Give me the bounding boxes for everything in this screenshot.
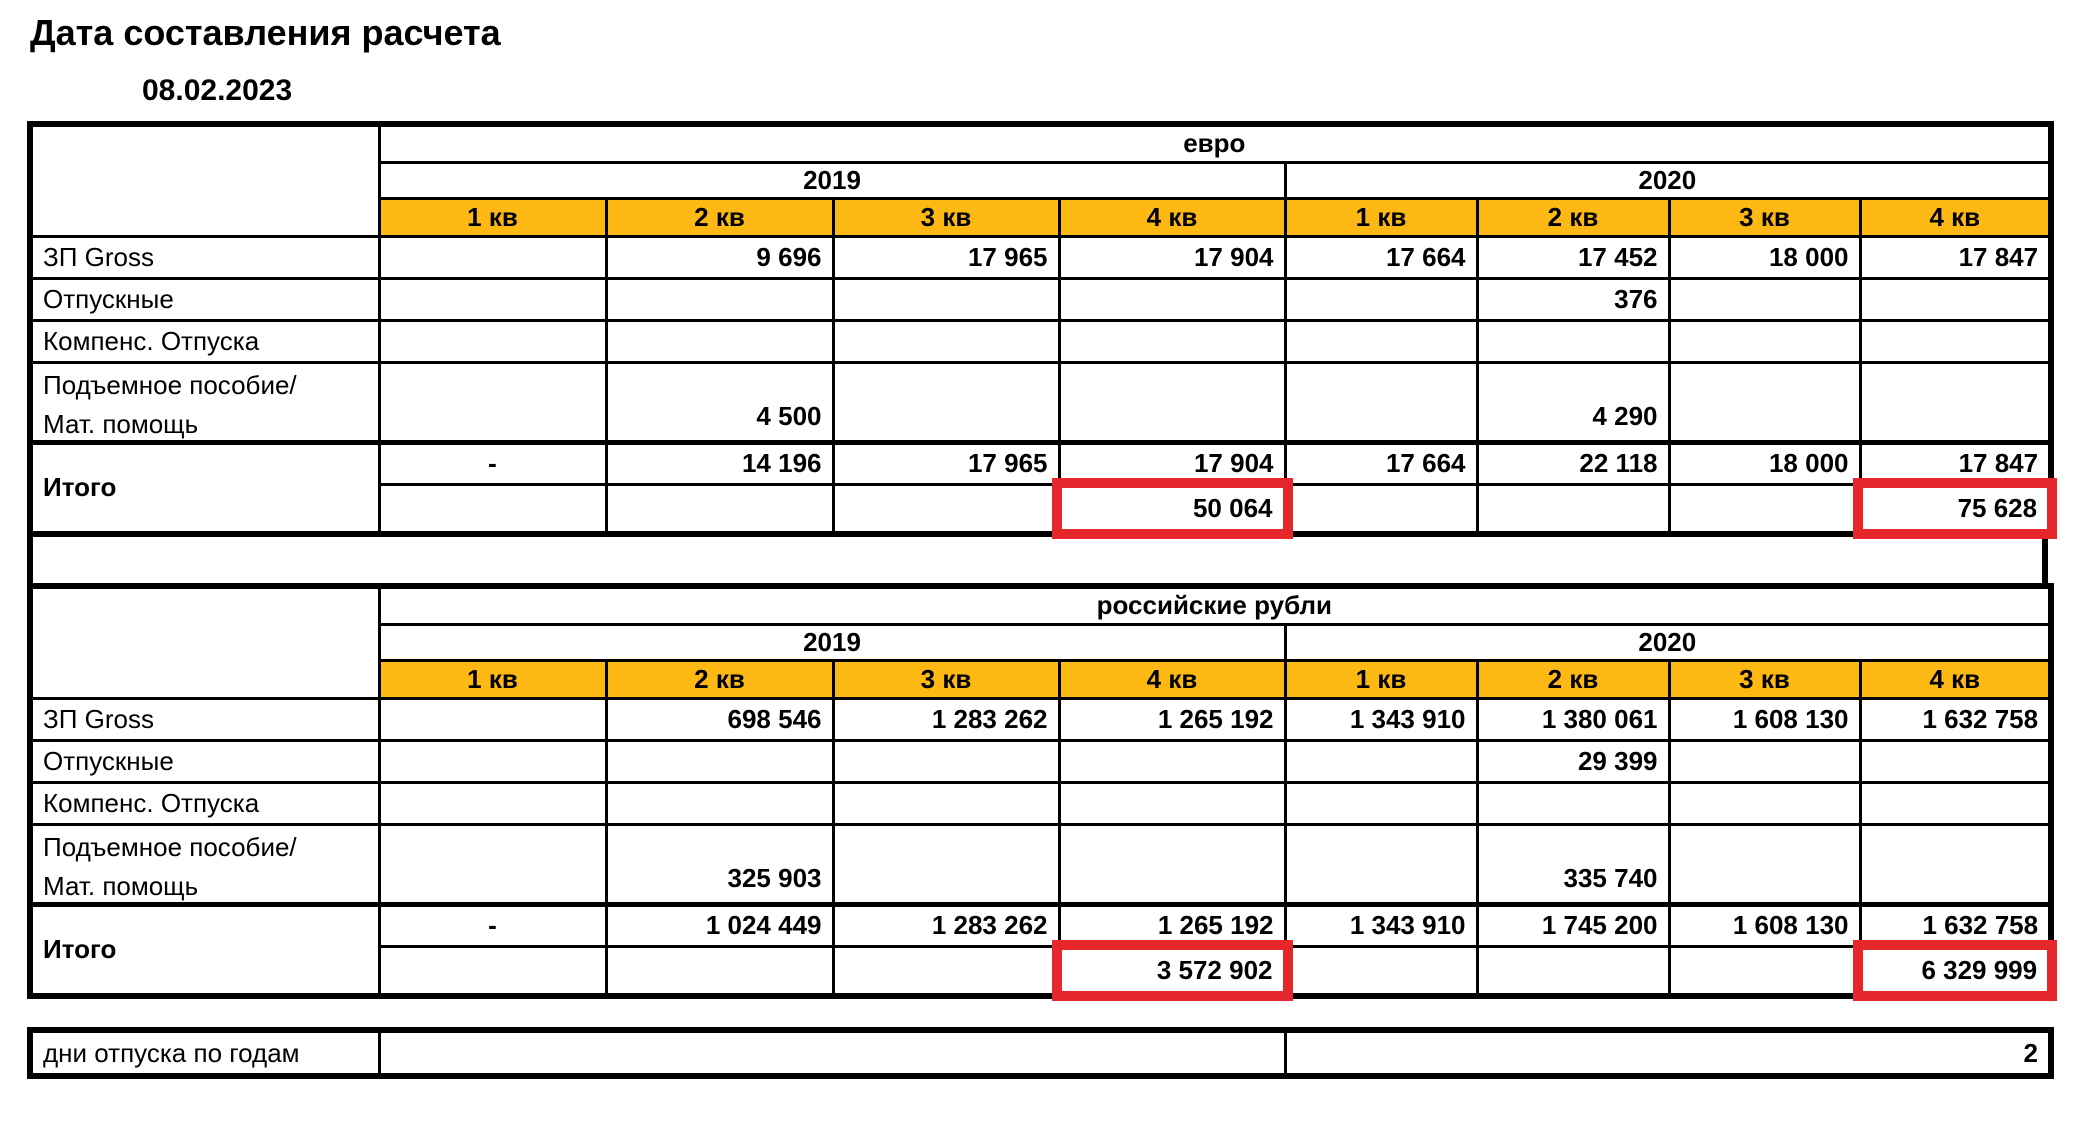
- subtotal-row: [30, 904, 2051, 946]
- value-cell: [833, 362, 1059, 442]
- row-label: Компенс. Отпуска: [30, 320, 379, 362]
- value-cell: [1860, 782, 2051, 824]
- year-header-2019: 2019: [379, 624, 1285, 660]
- quarter-header: 3 кв: [1669, 660, 1860, 698]
- subtotal-cell: 1 265 192: [1059, 904, 1285, 946]
- value-cell: 1 380 061: [1477, 698, 1669, 740]
- total-cell: [1059, 484, 1285, 534]
- table-row: [30, 236, 2051, 278]
- total-cell: [1285, 484, 1477, 534]
- quarter-header: 2 кв: [1477, 198, 1669, 236]
- total-cell: [1669, 946, 1860, 996]
- corner-cell: [30, 124, 379, 236]
- value-cell: [606, 278, 833, 320]
- quarter-header: 1 кв: [379, 198, 606, 236]
- subtotal-row: [30, 442, 2051, 484]
- total-highlight-box: [1853, 940, 2058, 1002]
- value-cell: [833, 824, 1059, 904]
- row-label-line1: Подъемное пособие/: [43, 831, 297, 862]
- total-highlight-box: [1052, 478, 1293, 540]
- vacation-days-label: дни отпуска по годам: [30, 1030, 379, 1076]
- subtotal-cell: 1 632 758: [1860, 904, 2051, 946]
- table-row: [30, 782, 2051, 824]
- value-cell: 376: [1477, 278, 1669, 320]
- value-cell: 325 903: [606, 824, 833, 904]
- value-cell: [379, 320, 606, 362]
- value-cell: 4 290: [1477, 362, 1669, 442]
- subtotal-cell: 1 745 200: [1477, 904, 1669, 946]
- value-cell: [606, 782, 833, 824]
- value-cell: [606, 740, 833, 782]
- table-row: [30, 362, 2051, 442]
- value-cell: [1669, 740, 1860, 782]
- value-cell: [1669, 320, 1860, 362]
- subtotal-cell: 17 664: [1285, 442, 1477, 484]
- quarter-header: 1 кв: [1285, 198, 1477, 236]
- subtotal-cell: 17 847: [1860, 442, 2051, 484]
- quarter-header: 3 кв: [1669, 198, 1860, 236]
- row-label-line1: Подъемное пособие/: [43, 369, 297, 400]
- total-row-label: Итого: [30, 904, 379, 996]
- row-label-line2: Мат. помощь: [43, 408, 199, 439]
- quarter-header: 3 кв: [833, 198, 1059, 236]
- subtotal-cell: 1 283 262: [833, 904, 1059, 946]
- row-label: [30, 362, 379, 442]
- value-cell: 1 265 192: [1059, 698, 1285, 740]
- total-cell: [1059, 946, 1285, 996]
- row-label: [30, 824, 379, 904]
- total-cell: [1860, 484, 2051, 534]
- value-cell: [1669, 278, 1860, 320]
- total-cell: [833, 946, 1059, 996]
- value-cell: [1285, 320, 1477, 362]
- value-cell: [1285, 824, 1477, 904]
- table-row: [30, 124, 2051, 162]
- value-cell: [833, 278, 1059, 320]
- year-header-2020: 2020: [1285, 162, 2051, 198]
- value-cell: [1059, 824, 1285, 904]
- total-highlight-box: [1052, 940, 1293, 1002]
- year-header-2019: 2019: [379, 162, 1285, 198]
- value-cell: [1860, 278, 2051, 320]
- value-cell: 17 965: [833, 236, 1059, 278]
- quarter-header: 4 кв: [1059, 198, 1285, 236]
- euro-table: [27, 121, 2054, 537]
- value-cell: 17 904: [1059, 236, 1285, 278]
- total-value: 50 064: [1192, 492, 1273, 523]
- year-header-2020: 2020: [1285, 624, 2051, 660]
- vacation-days-2019: [379, 1030, 1285, 1076]
- value-cell: 1 608 130: [1669, 698, 1860, 740]
- value-cell: 29 399: [1477, 740, 1669, 782]
- table-row: [30, 740, 2051, 782]
- quarter-header: 2 кв: [606, 660, 833, 698]
- value-cell: [1860, 824, 2051, 904]
- row-label: ЗП Gross: [30, 236, 379, 278]
- value-cell: 17 664: [1285, 236, 1477, 278]
- value-cell: 1 283 262: [833, 698, 1059, 740]
- tables-container: [27, 121, 2054, 1079]
- vacation-days-2020: 2: [1285, 1030, 2051, 1076]
- value-cell: [606, 320, 833, 362]
- value-cell: 18 000: [1669, 236, 1860, 278]
- total-cell: [1477, 484, 1669, 534]
- value-cell: [379, 782, 606, 824]
- value-cell: 1 632 758: [1860, 698, 2051, 740]
- total-value: 75 628: [1957, 492, 2038, 523]
- currency-header: евро: [379, 124, 2051, 162]
- quarter-header: 2 кв: [1477, 660, 1669, 698]
- table-row: [30, 278, 2051, 320]
- quarter-header: 3 кв: [833, 660, 1059, 698]
- value-cell: [379, 236, 606, 278]
- subtotal-cell: -: [379, 442, 606, 484]
- value-cell: [1669, 782, 1860, 824]
- value-cell: [1059, 782, 1285, 824]
- total-cell: [1477, 946, 1669, 996]
- value-cell: 17 847: [1860, 236, 2051, 278]
- table-row: [30, 698, 2051, 740]
- row-label-line2: Мат. помощь: [43, 870, 199, 901]
- value-cell: [1285, 782, 1477, 824]
- value-cell: [379, 698, 606, 740]
- currency-header: российские рубли: [379, 586, 2051, 624]
- value-cell: [1285, 278, 1477, 320]
- value-cell: 4 500: [606, 362, 833, 442]
- value-cell: [1477, 320, 1669, 362]
- spacer-strip: [27, 537, 2048, 583]
- value-cell: [379, 362, 606, 442]
- total-cell: [606, 484, 833, 534]
- subtotal-cell: 18 000: [1669, 442, 1860, 484]
- subtotal-cell: -: [379, 904, 606, 946]
- quarter-header: 4 кв: [1860, 660, 2051, 698]
- total-value: 6 329 999: [1921, 954, 2038, 985]
- table-row: [30, 824, 2051, 904]
- value-cell: [1059, 320, 1285, 362]
- value-cell: [379, 824, 606, 904]
- total-highlight-box: [1853, 478, 2058, 540]
- value-cell: 9 696: [606, 236, 833, 278]
- quarter-header: 2 кв: [606, 198, 833, 236]
- total-cell: [833, 484, 1059, 534]
- total-cell: [379, 946, 606, 996]
- subtotal-cell: 1 608 130: [1669, 904, 1860, 946]
- row-label: Компенс. Отпуска: [30, 782, 379, 824]
- subtotal-cell: 1 024 449: [606, 904, 833, 946]
- total-cell: [1669, 484, 1860, 534]
- subtotal-cell: 22 118: [1477, 442, 1669, 484]
- row-label: Отпускные: [30, 740, 379, 782]
- value-cell: [379, 740, 606, 782]
- value-cell: [1059, 278, 1285, 320]
- value-cell: [833, 320, 1059, 362]
- corner-cell: [30, 586, 379, 698]
- total-cell: [1285, 946, 1477, 996]
- row-label: ЗП Gross: [30, 698, 379, 740]
- value-cell: 698 546: [606, 698, 833, 740]
- value-cell: [379, 278, 606, 320]
- total-cell: [379, 484, 606, 534]
- vacation-days-table: [27, 1027, 2054, 1079]
- total-cell: [606, 946, 833, 996]
- quarter-header: 4 кв: [1059, 660, 1285, 698]
- ruble-table: [27, 583, 2054, 999]
- value-cell: [1860, 320, 2051, 362]
- quarter-header: 4 кв: [1860, 198, 2051, 236]
- quarter-header: 1 кв: [379, 660, 606, 698]
- value-cell: 335 740: [1477, 824, 1669, 904]
- subtotal-cell: 1 343 910: [1285, 904, 1477, 946]
- value-cell: 17 452: [1477, 236, 1669, 278]
- subtotal-cell: 14 196: [606, 442, 833, 484]
- subtotal-cell: 17 904: [1059, 442, 1285, 484]
- value-cell: [1669, 824, 1860, 904]
- total-row-label: Итого: [30, 442, 379, 534]
- value-cell: [1059, 362, 1285, 442]
- quarter-header: 1 кв: [1285, 660, 1477, 698]
- value-cell: [1860, 362, 2051, 442]
- value-cell: [833, 740, 1059, 782]
- value-cell: [1285, 740, 1477, 782]
- value-cell: 1 343 910: [1285, 698, 1477, 740]
- calculation-date: 08.02.2023: [142, 74, 293, 107]
- total-value: 3 572 902: [1156, 954, 1273, 985]
- table-row: [30, 320, 2051, 362]
- page-title: Дата составления расчета: [30, 12, 501, 53]
- value-cell: [1285, 362, 1477, 442]
- value-cell: [1860, 740, 2051, 782]
- value-cell: [1477, 782, 1669, 824]
- value-cell: [833, 782, 1059, 824]
- subtotal-cell: 17 965: [833, 442, 1059, 484]
- row-label: Отпускные: [30, 278, 379, 320]
- value-cell: [1669, 362, 1860, 442]
- table-row: [30, 586, 2051, 624]
- total-cell: [1860, 946, 2051, 996]
- value-cell: [1059, 740, 1285, 782]
- table-row: [30, 1030, 2051, 1076]
